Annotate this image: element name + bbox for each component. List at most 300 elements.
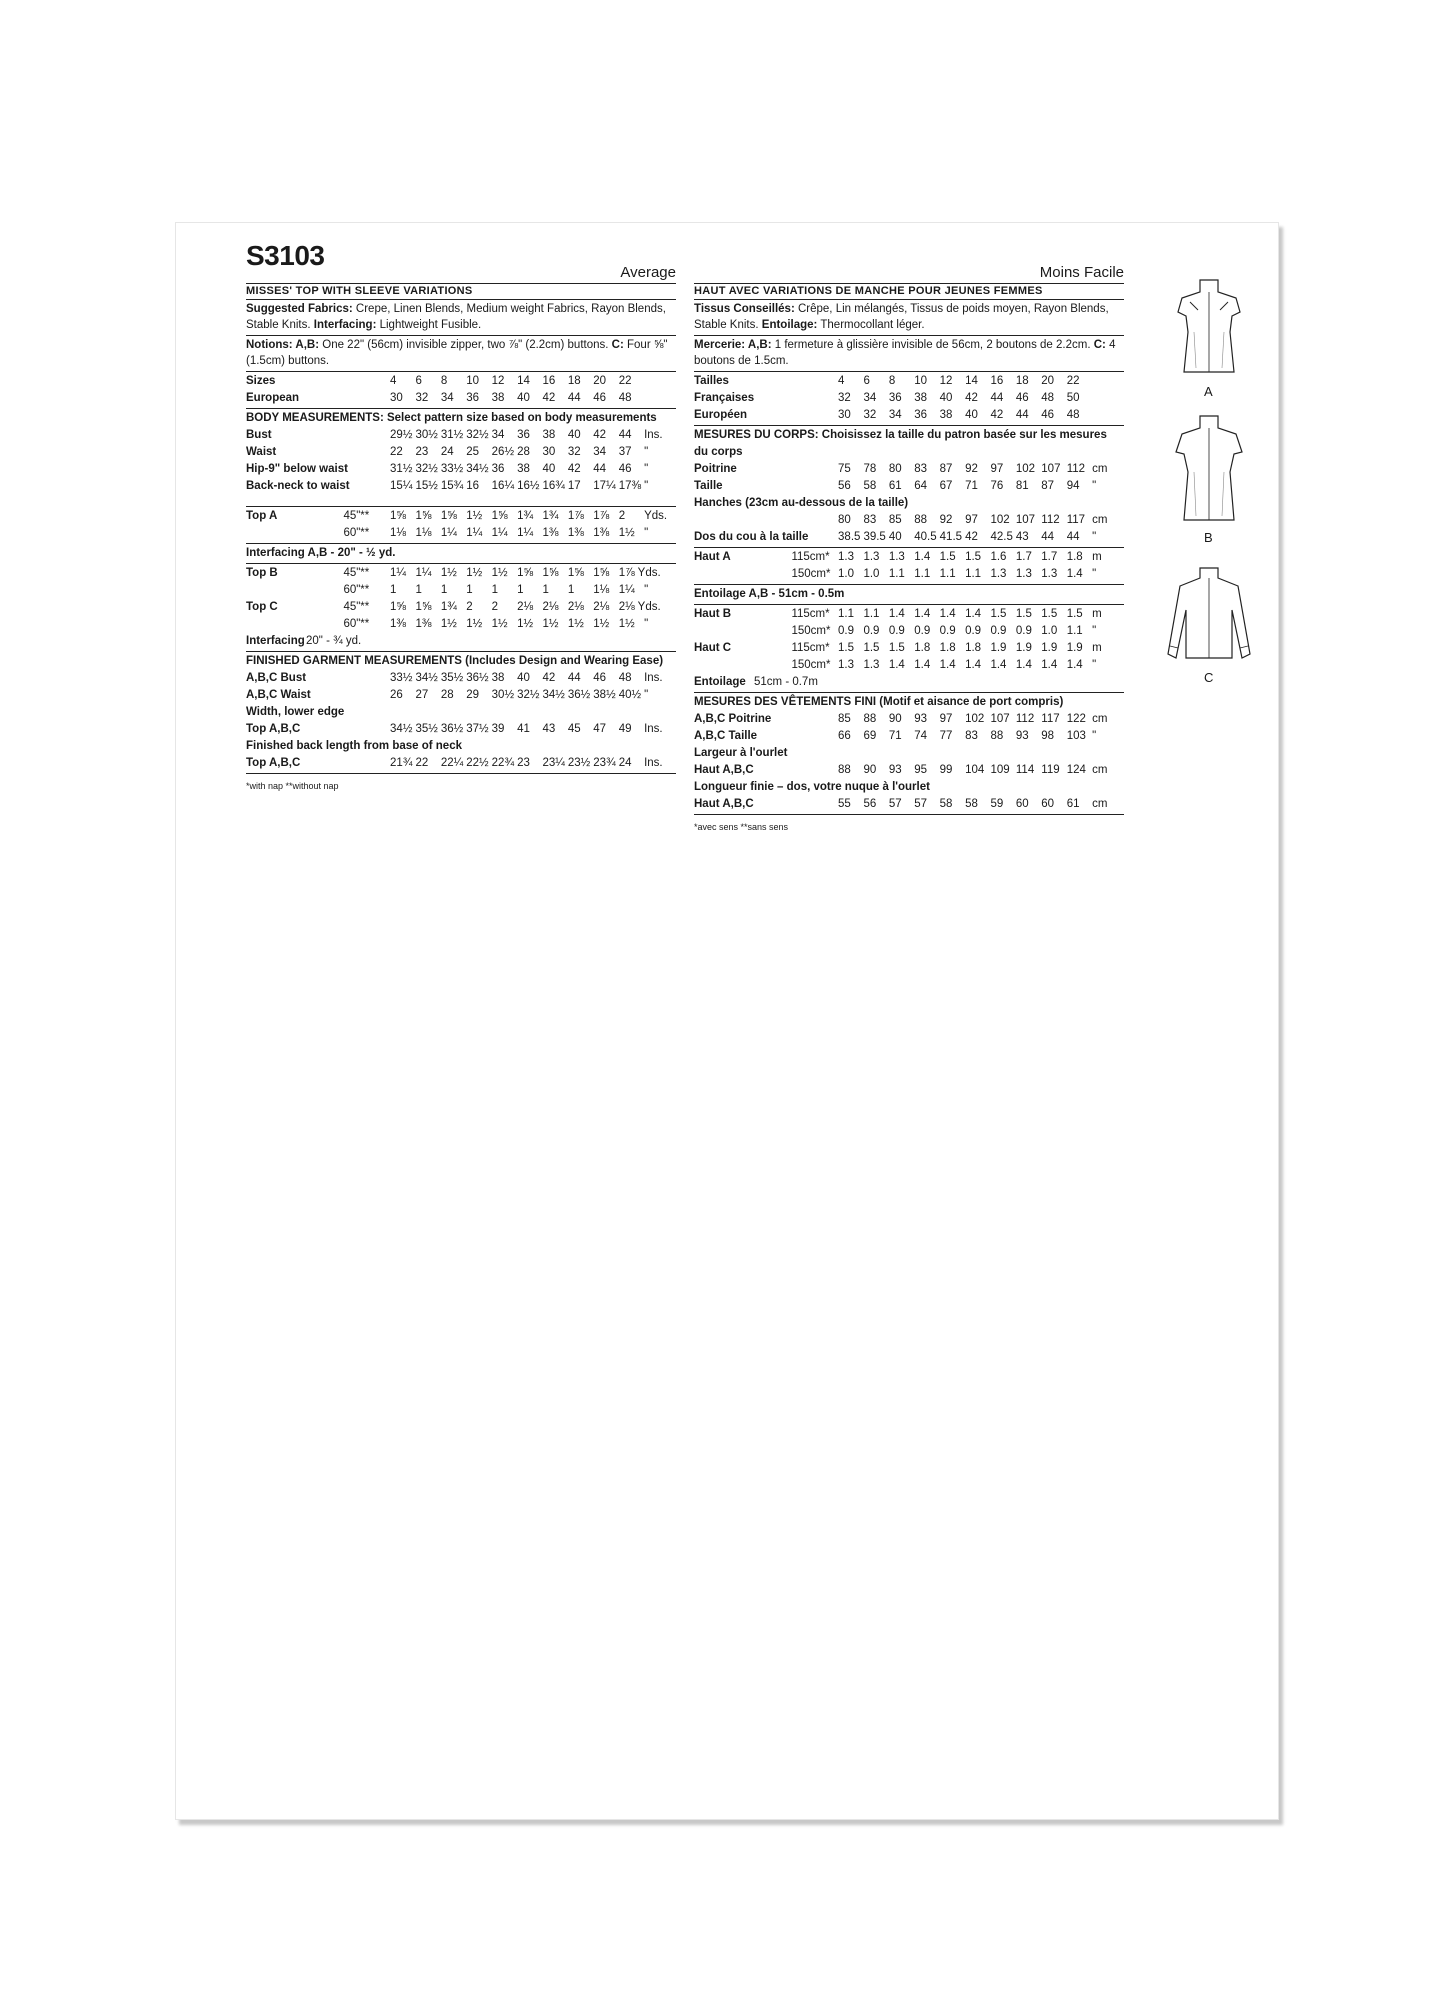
table-cell (644, 373, 676, 390)
table-cell: 60"** (343, 584, 370, 596)
table-cell: 1⅝ (542, 567, 559, 579)
finished-heading-fr: MESURES DES VÊTEMENTS FINI (Motif et aisance de port compris) (694, 696, 1064, 708)
finished-measurements (246, 652, 676, 774)
row-label: Back-neck to waist (246, 480, 350, 492)
yardage-top-bc-fr (694, 605, 1124, 693)
table-cell: 83 (965, 730, 978, 742)
table-row (694, 495, 1124, 512)
table-cell (889, 745, 914, 762)
table-cell: 1 (440, 584, 448, 596)
table-cell: 59 (990, 798, 1004, 810)
table-cell (390, 704, 415, 721)
table-cell: 46 (1015, 392, 1029, 404)
table-cell (1092, 390, 1124, 407)
interfacing-c-label-fr: Entoilage (694, 676, 746, 688)
header-fr (694, 253, 1124, 284)
table-cell: " (644, 480, 649, 492)
table-cell: 1.4 (1066, 659, 1083, 671)
table-cell: 16¾ (542, 480, 565, 492)
table-cell: 1½ (567, 618, 584, 630)
table-cell: 1.1 (1066, 625, 1083, 637)
table-cell: 44 (1015, 409, 1029, 421)
table-cell: 57 (888, 798, 902, 810)
table-cell: 42 (965, 531, 978, 543)
table-cell: 22 (415, 757, 429, 769)
table-cell (343, 670, 390, 687)
table-cell: 41.5 (939, 531, 963, 543)
table-cell: 102 (990, 514, 1010, 526)
fabrics-text-fr: Crêpe, Lin mélangés, Tissus de poids moyen, Rayon Blends, Stable Knits. (694, 303, 1109, 331)
table-cell: 50 (1066, 392, 1080, 404)
table-cell: 23 (517, 757, 530, 769)
table-cell: 0.9 (965, 625, 982, 637)
table-cell: 16½ (517, 480, 540, 492)
table-cell: 24 (440, 446, 454, 458)
table-cell: Ins. (644, 672, 663, 684)
table-row (246, 565, 676, 582)
table-cell (619, 738, 644, 755)
table-cell: m (1092, 642, 1102, 654)
table-cell: " (1092, 480, 1097, 492)
table-cell: 114 (1015, 764, 1035, 776)
table-cell: 2 (491, 601, 499, 613)
table-cell: 1.5 (863, 642, 880, 654)
table-cell: 6 (415, 375, 422, 387)
table-cell (990, 779, 1015, 796)
table-cell: 45"** (343, 510, 370, 522)
table-cell: 115cm* (791, 642, 830, 654)
table-cell: 60 (1015, 798, 1029, 810)
sizes-table (246, 372, 676, 409)
interfacing-text-fr: Thermocollant léger. (820, 319, 925, 331)
notions-c-label-fr: C: (1093, 339, 1106, 351)
table-cell: 150cm* (791, 659, 831, 671)
table-cell: 1.1 (838, 608, 855, 620)
table-cell: 85 (838, 713, 851, 725)
table-cell (791, 762, 838, 779)
table-cell: 42.5 (990, 531, 1013, 543)
table-cell: 117 (1066, 514, 1086, 526)
table-cell: 1½ (466, 618, 483, 630)
table-cell (791, 407, 838, 424)
table-cell: 112 (1041, 514, 1060, 526)
table-cell: 77 (939, 730, 953, 742)
table-cell: 95 (914, 764, 928, 776)
table-cell: 1¼ (491, 527, 508, 539)
interfacing-label: Interfacing: (313, 319, 377, 331)
table-cell: 1⅜ (390, 618, 407, 630)
table-cell: 38 (542, 429, 556, 441)
table-cell: 30 (390, 392, 403, 404)
table-cell: 1⅛ (415, 527, 432, 539)
table-cell: 1.4 (914, 608, 931, 620)
table-cell: 32 (838, 392, 851, 404)
table-cell: 22 (618, 375, 632, 387)
fabrics-text: Crepe, Linen Blends, Medium weight Fabrics, Rayon Blends, Stable Knits. (246, 303, 666, 331)
table-cell: 2 (618, 510, 626, 522)
row-label: A,B,C Waist (246, 689, 311, 701)
top-b-back-icon (1160, 408, 1260, 528)
table-cell: 1.7 (1015, 551, 1032, 563)
table-cell (863, 745, 888, 762)
table-cell: 32½ (415, 463, 438, 475)
table-cell: 38 (517, 463, 530, 475)
table-cell: 124 (1066, 764, 1086, 776)
table-cell: 1.7 (1041, 551, 1058, 563)
table-cell (343, 755, 390, 772)
table-cell (343, 721, 390, 738)
row-label (694, 623, 791, 640)
row-label: Width, lower edge (246, 706, 345, 718)
table-cell: 90 (863, 764, 877, 776)
table-cell: 12 (939, 375, 953, 387)
table-cell: 60 (1041, 798, 1055, 810)
table-cell: 45"** (343, 567, 370, 579)
table-cell (1041, 779, 1066, 796)
table-cell: 36 (914, 409, 928, 421)
table-cell: 44 (1041, 531, 1055, 543)
table-cell: 109 (990, 764, 1010, 776)
table-row (694, 512, 1124, 529)
table-cell: 1.3 (863, 659, 880, 671)
table-cell: 88 (863, 713, 877, 725)
table-cell: 1½ (466, 510, 483, 522)
table-row (246, 687, 676, 704)
table-cell: 44 (618, 429, 632, 441)
footnote: *with nap **without nap (246, 781, 339, 791)
table-cell: 1⅝ (491, 510, 508, 522)
row-label: Taille (694, 480, 723, 492)
table-row (694, 762, 1124, 779)
table-cell (791, 461, 838, 478)
table-cell: 1¼ (466, 527, 483, 539)
table-cell: 1.4 (965, 659, 982, 671)
table-row (694, 566, 1124, 583)
row-label: Top A,B,C (246, 757, 301, 769)
table-cell: 1.5 (838, 642, 855, 654)
body-measurements-fr (694, 426, 1124, 548)
row-label: A,B,C Taille (694, 730, 758, 742)
table-cell (1041, 495, 1066, 512)
table-cell: 22¾ (491, 757, 515, 769)
table-cell (791, 390, 838, 407)
table-cell (1016, 779, 1041, 796)
table-cell: 10 (466, 375, 480, 387)
table-cell: 1.5 (888, 642, 905, 654)
table-cell: 1⅝ (415, 601, 432, 613)
yardage-top-a (246, 507, 676, 544)
table-cell: 0.9 (914, 625, 931, 637)
body-measurements-heading-fr: MESURES DU CORPS: Choisissez la taille du patron basée sur les mesures du corps (694, 429, 1107, 458)
table-row (246, 525, 676, 542)
table-cell: 40 (567, 429, 581, 441)
row-label: Dos du cou à la taille (694, 531, 809, 543)
table-cell: " (1092, 531, 1097, 543)
table-cell: 40 (517, 672, 530, 684)
table-cell (568, 704, 593, 721)
table-cell: 1½ (440, 567, 457, 579)
table-cell: cm (1092, 798, 1108, 810)
measurement-table (246, 427, 676, 495)
table-cell: 1.5 (1015, 608, 1032, 620)
table-cell: 1½ (517, 618, 534, 630)
table-cell: 1¼ (440, 527, 457, 539)
table-cell: 1⅜ (415, 618, 432, 630)
table-row (246, 444, 676, 461)
table-cell (965, 495, 990, 512)
table-cell: 1.5 (1041, 608, 1058, 620)
table-cell: 49 (618, 723, 632, 735)
row-label: Top A,B,C (246, 723, 301, 735)
table-cell: 58 (939, 798, 953, 810)
table-row (246, 599, 676, 616)
table-cell (415, 704, 440, 721)
notions-fr (694, 336, 1124, 372)
table-cell: 1.3 (990, 568, 1007, 580)
table-cell (1016, 745, 1041, 762)
table-cell: 17 (567, 480, 581, 492)
table-row (246, 616, 676, 633)
table-cell: 56 (838, 480, 851, 492)
table-cell: 107 (990, 713, 1010, 725)
table-cell (791, 745, 838, 762)
table-cell: 1.1 (888, 568, 905, 580)
row-label: Top C (246, 601, 278, 613)
table-cell: 1.4 (914, 551, 931, 563)
row-label: Haut B (694, 608, 732, 620)
table-cell: 1 (542, 584, 549, 596)
table-cell (791, 728, 838, 745)
table-cell: 26½ (491, 446, 515, 458)
table-cell (343, 687, 390, 704)
table-cell (791, 512, 838, 529)
table-cell: 1.4 (1041, 659, 1058, 671)
measurement-table (694, 711, 1124, 813)
table-cell (517, 704, 542, 721)
table-row (694, 745, 1124, 762)
table-cell: 76 (990, 480, 1004, 492)
table-cell: 31½ (390, 463, 413, 475)
table-cell: 0.9 (1015, 625, 1032, 637)
table-cell: 4 (390, 375, 397, 387)
table-cell: 60"** (343, 618, 370, 630)
table-cell: 16 (542, 375, 556, 387)
table-cell: 1⅝ (415, 510, 432, 522)
table-row (694, 657, 1124, 674)
notions-c-text: Four ⅝" (1.5cm) buttons. (246, 339, 668, 367)
notions-text: One 22" (56cm) invisible zipper, two ⅞" (2.2cm) buttons. (322, 339, 609, 351)
table-cell: " (1092, 568, 1097, 580)
table-cell: 75 (838, 463, 851, 475)
table-cell (343, 461, 390, 478)
table-cell (990, 745, 1015, 762)
table-cell: 40½ (618, 689, 642, 701)
table-cell: 30 (838, 409, 851, 421)
interfacing-c-label: Interfacing (246, 635, 305, 647)
table-cell (644, 704, 676, 721)
table-row (246, 670, 676, 687)
table-row (694, 606, 1124, 623)
table-cell: 36 (517, 429, 530, 441)
table-cell: 41 (517, 723, 530, 735)
table-cell: 42 (567, 463, 581, 475)
table-cell: 1.8 (1066, 551, 1083, 563)
table-cell: 35½ (440, 672, 464, 684)
table-cell: 56 (863, 798, 877, 810)
table-cell: 1.4 (990, 659, 1007, 671)
table-cell: 93 (914, 713, 928, 725)
table-cell: 71 (965, 480, 978, 492)
table-cell: 1⅝ (440, 510, 457, 522)
row-label: Haut C (694, 642, 732, 654)
table-cell: 102 (965, 713, 985, 725)
french-column (694, 253, 1124, 836)
table-cell: 16¼ (491, 480, 515, 492)
table-row (246, 721, 676, 738)
yardage-top-a-fr (694, 548, 1124, 585)
body-measurements (246, 409, 676, 507)
row-label: Européen (694, 409, 748, 421)
table-cell: 34½ (415, 672, 438, 684)
table-cell: 28 (440, 689, 454, 701)
row-label: Haut A,B,C (694, 798, 754, 810)
table-cell: 38.5 (838, 531, 861, 543)
row-label (694, 566, 791, 583)
table-cell: 42 (593, 429, 607, 441)
table-cell (940, 779, 965, 796)
table-cell: 1 (567, 584, 575, 596)
table-cell: 42 (542, 672, 556, 684)
table-cell (466, 704, 491, 721)
table-cell: 34 (440, 392, 454, 404)
table-cell: 1.4 (939, 608, 956, 620)
table-cell: 80 (838, 514, 851, 526)
table-cell: 30½ (415, 429, 438, 441)
table-cell: Ins. (644, 723, 663, 735)
table-cell: 1⅞ (567, 510, 584, 522)
table-cell: 115cm* (791, 608, 830, 620)
table-cell (1067, 779, 1092, 796)
table-cell: 1⅝ (593, 567, 610, 579)
table-cell: 71 (888, 730, 902, 742)
table-cell: 87 (1041, 480, 1055, 492)
table-cell: 2 (466, 601, 473, 613)
table-cell: 31½ (440, 429, 464, 441)
table-cell: 47 (593, 723, 607, 735)
difficulty-level-fr: Moins Facile (1039, 264, 1124, 281)
table-cell: 40.5 (914, 531, 937, 543)
body-measurements-heading: BODY MEASUREMENTS: Select pattern size based on body measurements (246, 412, 657, 424)
table-cell: 22 (390, 446, 403, 458)
table-cell: 24 (618, 757, 632, 769)
table-cell: 34½ (542, 689, 565, 701)
difficulty-level: Average (620, 264, 676, 281)
table-row (694, 779, 1124, 796)
table-cell: 37 (618, 446, 632, 458)
table-cell: 45"** (343, 601, 370, 613)
table-cell: 83 (863, 514, 877, 526)
table-cell: 10 (914, 375, 928, 387)
table-row (694, 728, 1124, 745)
table-cell: 18 (567, 375, 581, 387)
table-cell (940, 495, 965, 512)
row-label: Largeur à l'ourlet (694, 747, 788, 759)
table-cell: 38 (914, 392, 928, 404)
table-cell: 107 (1041, 463, 1061, 475)
table-cell: 1.4 (888, 659, 905, 671)
table-cell: 115cm* (791, 551, 830, 563)
table-cell: 17⅜ (618, 480, 642, 492)
table-row (694, 407, 1124, 424)
table-cell: 29½ (390, 429, 413, 441)
table-cell: " (644, 618, 649, 630)
table-cell: 23½ (567, 757, 591, 769)
suggested-fabrics-fr (694, 300, 1124, 336)
table-cell: 46 (618, 463, 632, 475)
table-cell (990, 495, 1015, 512)
view-a-label: A (1204, 384, 1213, 399)
interfacing-label-fr: Entoilage: (761, 319, 818, 331)
table-row (694, 623, 1124, 640)
table-cell: 36 (466, 392, 480, 404)
english-column (246, 240, 676, 795)
table-cell: 44 (593, 463, 607, 475)
suggested-fabrics (246, 300, 676, 336)
table-cell: 1⅜ (542, 527, 559, 539)
row-label: Top B (246, 567, 278, 579)
table-cell: 1.9 (1066, 642, 1083, 654)
measurement-table (694, 461, 1124, 546)
table-cell: 21¾ (390, 757, 413, 769)
table-cell: 1½ (618, 527, 635, 539)
table-cell: 1.0 (1041, 625, 1058, 637)
table-cell: 15¼ (390, 480, 413, 492)
table-cell: 85 (888, 514, 902, 526)
table-cell: 46 (1041, 409, 1055, 421)
table-cell: 1.9 (990, 642, 1007, 654)
table-row (694, 478, 1124, 495)
table-cell (542, 738, 567, 755)
table-cell: " (1092, 625, 1097, 637)
table-cell: 94 (1066, 480, 1080, 492)
table-cell: 1⅞ Yds. (618, 567, 661, 579)
table-cell: 103 (1066, 730, 1086, 742)
table-cell: 1 (415, 584, 422, 596)
measurement-table (694, 373, 1124, 424)
table-cell (1067, 745, 1092, 762)
table-cell: 1½ (440, 618, 457, 630)
table-row (694, 390, 1124, 407)
table-cell: 32½ (517, 689, 540, 701)
table-cell: 0.9 (939, 625, 956, 637)
table-cell: 117 (1041, 713, 1060, 725)
table-cell (343, 390, 390, 407)
pattern-title: MISSES' TOP WITH SLEEVE VARIATIONS (246, 284, 676, 300)
table-cell: 36½ (567, 689, 591, 701)
table-cell (1092, 407, 1124, 424)
table-cell: 8 (440, 375, 448, 387)
table-cell (1067, 495, 1092, 512)
interfacing-c-value-fr: 51cm - 0.7m (754, 676, 818, 688)
table-cell: 64 (914, 480, 928, 492)
table-cell: 34½ (390, 723, 413, 735)
table-cell: 61 (1066, 798, 1080, 810)
table-cell: 15½ (415, 480, 438, 492)
top-a-back-icon (1160, 272, 1260, 382)
table-cell: 12 (491, 375, 505, 387)
table-cell: 1.4 (939, 659, 956, 671)
table-cell: 93 (1015, 730, 1029, 742)
